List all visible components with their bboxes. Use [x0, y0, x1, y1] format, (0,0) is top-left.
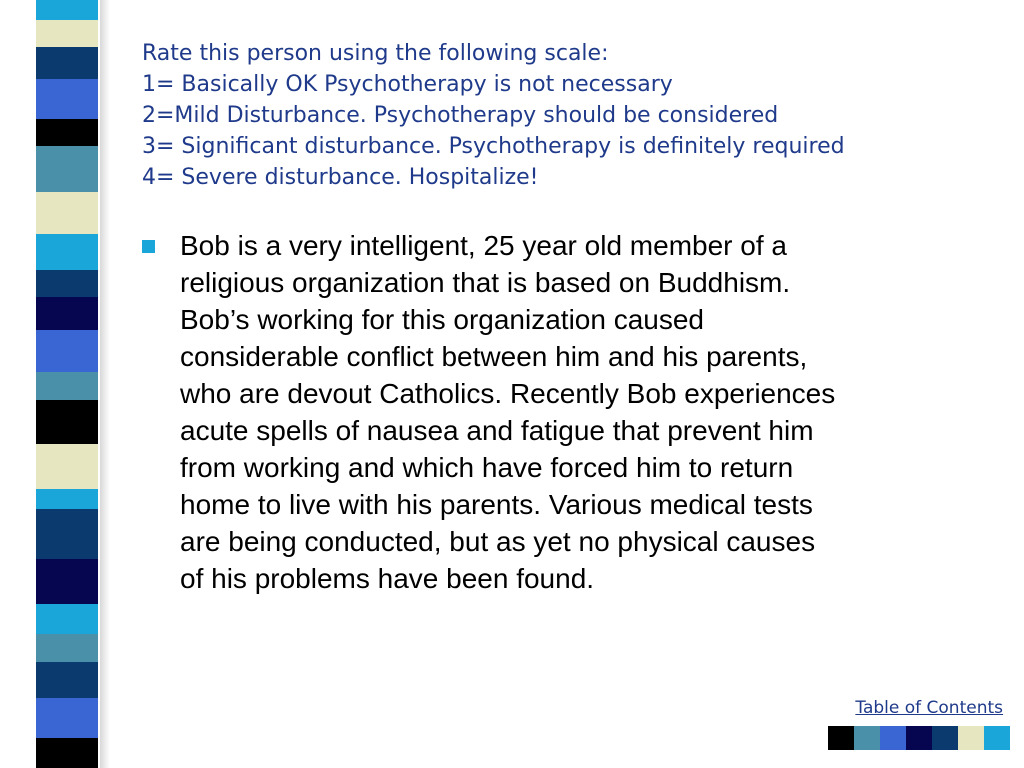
stripe-block — [36, 738, 98, 768]
body-line: who are devout Catholics. Recently Bob experiences — [180, 378, 836, 409]
left-decorative-stripe — [0, 0, 112, 768]
palette-swatch — [984, 726, 1010, 750]
body-line: religious organization that is based on Buddhism. — [180, 267, 791, 298]
title-line: Rate this person using the following scale: — [142, 41, 609, 66]
stripe-block — [36, 604, 98, 634]
body-line: home to live with his parents. Various medical tests — [180, 489, 813, 520]
body-line: acute spells of nausea and fatigue that prevent him — [180, 415, 814, 446]
stripe-block — [36, 192, 98, 234]
square-bullet-icon — [142, 240, 155, 253]
palette-swatch — [932, 726, 958, 750]
stripe-block — [36, 20, 98, 47]
stripe-block — [36, 47, 98, 79]
stripe-block — [36, 119, 98, 146]
table-of-contents-link[interactable]: Table of Contents — [855, 698, 1003, 718]
palette-swatch — [880, 726, 906, 750]
title-line: 4= Severe disturbance. Hospitalize! — [142, 165, 539, 190]
stripe-block — [36, 234, 98, 270]
stripe-block — [36, 400, 98, 444]
body-line: Bob’s working for this organization caused — [180, 304, 705, 335]
stripe-block — [36, 330, 98, 372]
stripe-block — [36, 146, 98, 192]
palette-swatch — [906, 726, 932, 750]
body-line: Bob is a very intelligent, 25 year old member of a — [180, 230, 787, 261]
stripe-block — [36, 489, 98, 509]
stripe-block — [36, 444, 98, 489]
stripe-block — [36, 0, 98, 20]
palette-swatch — [854, 726, 880, 750]
stripe-block — [36, 698, 98, 738]
palette-swatch — [828, 726, 854, 750]
stripe-shadow — [100, 0, 110, 768]
stripe-block — [36, 509, 98, 559]
stripe-block — [36, 79, 98, 119]
stripe-block — [36, 297, 98, 330]
body-line: are being conducted, but as yet no physical causes — [180, 526, 816, 557]
stripe-block — [36, 662, 98, 698]
palette-swatch — [958, 726, 984, 750]
case-description-bullet — [142, 227, 992, 597]
body-line: considerable conflict between him and his parents, — [180, 341, 808, 372]
stripe-block — [36, 559, 98, 604]
body-line: from working and which have forced him to return — [180, 452, 794, 483]
stripe-block — [36, 270, 98, 297]
stripe-block — [36, 372, 98, 400]
title-line: 2=Mild Disturbance. Psychotherapy should be considered — [142, 103, 779, 128]
stripe-block — [36, 634, 98, 662]
rating-scale-title — [142, 38, 1002, 193]
title-line: 1= Basically OK Psychotherapy is not necessary — [142, 72, 673, 97]
color-palette-bar — [828, 726, 1010, 750]
title-line: 3= Significant disturbance. Psychotherapy is definitely required — [142, 134, 845, 159]
body-line: of his problems have been found. — [180, 563, 595, 594]
case-description-text — [180, 227, 990, 597]
